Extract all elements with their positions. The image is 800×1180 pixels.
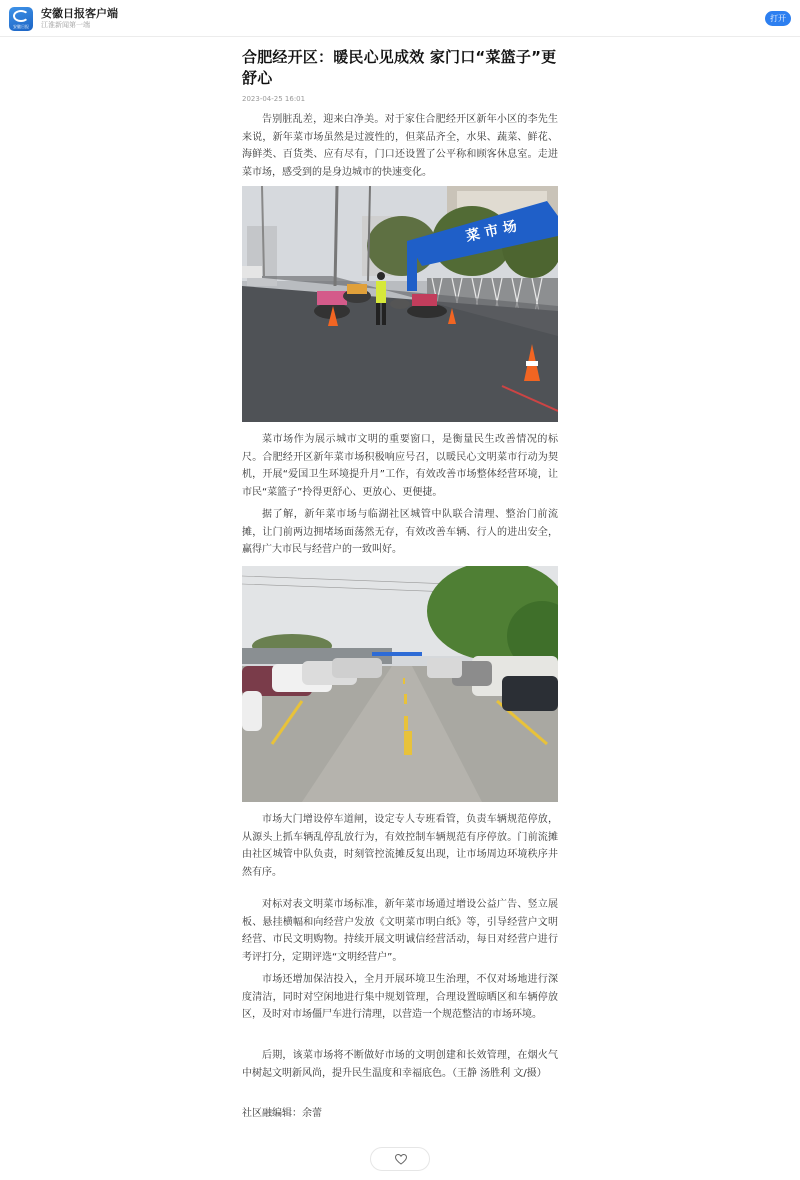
article-date: 2023-04-25 16:01 [242,95,306,103]
article-editor: 社区融编辑：余蕾 [242,1108,322,1119]
article-paragraph: 告别脏乱差，迎来白净美。对于家住合肥经开区新年小区的李先生来说，新年菜市场虽然是过渡性的，但菜品齐全，水果、蔬菜、鲜花、海鲜类、百货类、应有尽有，门口还设置了公平称和顾客休息室。走进菜市场，感受到的是身边城市的快速变化。 [242,114,558,178]
open-app-button[interactable]: 打开 [765,11,791,26]
article-paragraph-4-block [242,811,558,881]
article-paragraph: 市场大门增设停车道闸，设定专人专班看管，负责车辆规范停放，从源头上抓车辆乱停乱放行为，有效控制车辆规范有序停放。门前流摊由社区城管中队负责，时刻管控流摊反复出现，让市场周边环境秩序井然有序。 [242,814,558,878]
app-name: 安徽日报客户端 [41,7,118,20]
market-entrance-photo [242,186,558,422]
gate-sign-text: 菜 市 场 [464,218,519,245]
article-paragraph-7-block [242,1047,558,1082]
article-paragraph-5-block [242,896,558,966]
article-title: 合肥经开区：暖民心见成效 家门口“菜篮子”更舒心 [242,48,557,87]
article-paragraph: 对标对表文明菜市场标准，新年菜市场通过增设公益广告、竖立展板、悬挂横幅和向经营户发放《文明菜市明白纸》等，引导经营户文明经营、市民文明购物。持续开展文明诚信经营活动，每日对经营户进行考评打分，定期评选“文明经营户”。 [242,899,558,963]
article-paragraph-1-block [242,111,558,181]
article-paragraph-2-block [242,431,558,501]
article-paragraph: 市场还增加保洁投入，全月开展环境卫生治理，不仅对场地进行深度清洁，同时对空闲地进行集中规划管理，合理设置晾晒区和车辆停放区，及时对市场僵尸车进行清理，以营造一个规范整洁的市场环境。 [242,974,558,1020]
article-paragraph-6-block [242,971,558,1024]
app-logo-icon: 安徽日报 [9,7,33,31]
article-header [242,47,558,104]
like-button[interactable] [370,1147,430,1171]
app-slogan: 江淮新闻第一端 [41,21,90,29]
article-paragraph: 后期，该菜市场将不断做好市场的文明创建和长效管理，在烟火气中树起文明新风尚，提升民生温度和幸福底色。（王静 汤胜利 文/摄） [242,1050,558,1079]
article-paragraph-3-block [242,506,558,559]
parking-lot-photo [242,566,558,802]
top-app-bar [0,0,800,37]
heart-icon [395,1154,407,1165]
article-paragraph: 菜市场作为展示城市文明的重要窗口，是衡量民生改善情况的标尺。合肥经开区新年菜市场积极响应号召，以暖民心文明菜市行动为契机，开展“爱国卫生环境提升月”工作，有效改善市场整体经营环境，让市民“菜篮子”拎得更舒心、更放心、更便捷。 [242,434,558,498]
article-paragraph: 据了解，新年菜市场与临湖社区城管中队联合清理、整治门前流摊，让门前两边拥堵场面荡然无存，有效改善车辆、行人的进出安全，赢得广大市民与经营户的一致叫好。 [242,509,558,555]
